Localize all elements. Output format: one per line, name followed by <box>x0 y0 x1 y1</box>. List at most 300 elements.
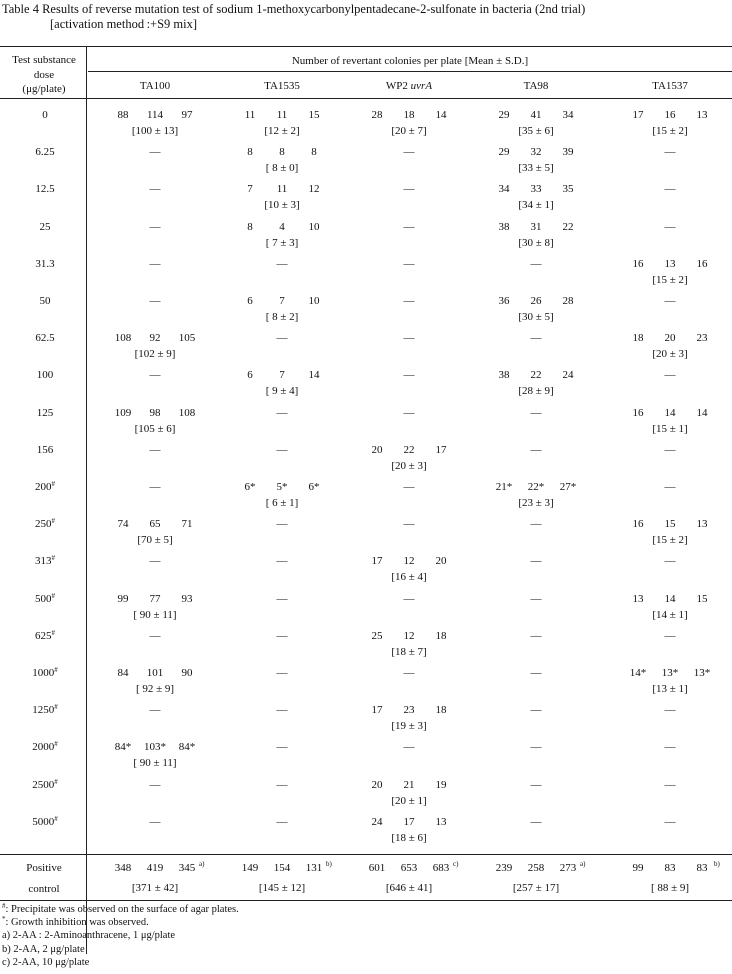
not-tested-dash: — <box>530 592 542 605</box>
mean-sd: [20 ± 3] <box>391 459 427 472</box>
mean-sd: [ 8 ± 2] <box>265 311 299 323</box>
dose-cell <box>0 815 90 829</box>
precipitate-mark: # <box>51 554 55 563</box>
not-tested-dash: — <box>149 295 161 307</box>
not-tested-dash: — <box>403 406 415 419</box>
colony-count: 22* <box>527 481 545 493</box>
not-tested-dash: — <box>403 369 415 382</box>
not-tested-dash: — <box>149 555 161 568</box>
colony-count: 11 <box>276 183 288 196</box>
not-tested-dash: — <box>403 592 415 605</box>
mean-sd: [35 ± 6] <box>518 125 554 137</box>
mean-sd: [13 ± 1] <box>652 683 688 695</box>
mean-sd: [ 8 ± 0] <box>265 162 299 175</box>
dose-value: 1000 <box>32 667 55 679</box>
footnote <box>2 957 89 969</box>
footnote <box>2 944 85 956</box>
colony-count: 18 <box>632 332 644 345</box>
not-tested-dash: — <box>149 183 161 196</box>
colony-count: 35 <box>562 183 574 196</box>
not-tested-dash: — <box>403 518 415 531</box>
footnote-text: b) 2-AA, 2 μg/plate <box>2 943 85 955</box>
colony-count: 109 <box>114 406 132 419</box>
colony-count: 16 <box>632 406 644 419</box>
dose-cell <box>0 443 90 457</box>
not-tested-dash: — <box>530 518 542 531</box>
not-tested-dash: — <box>530 741 542 754</box>
colony-count: 13* <box>693 667 711 679</box>
positive-count: 99 <box>632 862 644 874</box>
colony-count: 13 <box>435 815 447 828</box>
dose-value: 0 <box>42 109 48 121</box>
not-tested-dash: — <box>664 741 676 754</box>
dose-value: 125 <box>36 406 54 419</box>
footnote-text: a) 2-AA : 2-Aminoanthracene, 1 μg/plate <box>2 930 176 942</box>
not-tested-dash: — <box>403 295 415 307</box>
header-bottom-rule <box>0 98 732 99</box>
footnote <box>2 930 175 942</box>
dose-header-line-3: (μg/plate) <box>22 83 66 95</box>
colony-count: 97 <box>181 109 193 121</box>
colony-count: 16 <box>632 518 644 531</box>
positive-mean-sd: [145 ± 12] <box>258 882 306 894</box>
not-tested-dash: — <box>276 332 288 345</box>
footnote-symbol: # <box>2 902 6 910</box>
colony-count: 20 <box>664 332 676 345</box>
not-tested-dash: — <box>664 629 676 642</box>
dose-value: 2000 <box>32 741 55 754</box>
not-tested-dash: — <box>664 369 676 382</box>
precipitate-mark: # <box>51 591 55 600</box>
positive-count: 348 <box>114 862 132 874</box>
precipitate-mark: # <box>54 814 58 823</box>
colony-count: 10 <box>308 220 320 233</box>
colony-count: 15 <box>696 592 708 605</box>
colony-count: 29 <box>498 109 510 121</box>
colony-count: 5* <box>276 481 288 493</box>
not-tested-dash: — <box>403 146 415 159</box>
not-tested-dash: — <box>530 815 542 828</box>
colony-count: 15 <box>664 518 676 531</box>
colony-count: 13 <box>696 109 708 121</box>
not-tested-dash: — <box>276 592 288 605</box>
colony-count: 39 <box>562 146 574 159</box>
colony-count: 13 <box>632 592 644 605</box>
colony-count: 24 <box>371 815 383 828</box>
colony-count: 33 <box>530 183 542 196</box>
mean-sd: [ 92 ± 9] <box>135 683 175 695</box>
dose-cell <box>0 778 90 792</box>
not-tested-dash: — <box>664 778 676 791</box>
positive-count: 154 <box>273 862 291 874</box>
dose-value: 100 <box>36 369 54 382</box>
colony-count: 15 <box>308 109 320 121</box>
colony-count: 14 <box>435 109 447 121</box>
colony-count: 18 <box>403 109 415 121</box>
not-tested-dash: — <box>149 778 161 791</box>
colony-count: 13 <box>664 257 676 270</box>
dose-header-line-2: dose <box>33 69 55 81</box>
positive-label: control <box>28 883 60 895</box>
colony-count: 14* <box>629 667 647 679</box>
not-tested-dash: — <box>403 741 415 754</box>
footnote-text: c) 2-AA, 10 μg/plate <box>2 956 90 968</box>
colony-count: 21* <box>495 481 513 493</box>
colony-count: 22 <box>562 220 574 233</box>
not-tested-dash: — <box>403 667 415 679</box>
footnote <box>2 904 239 916</box>
colony-count: 8 <box>247 146 253 159</box>
positive-count: 273 <box>559 862 577 874</box>
dose-value: 50 <box>39 295 51 307</box>
colony-count: 26 <box>530 295 542 307</box>
colony-count: 17 <box>632 109 644 121</box>
not-tested-dash: — <box>664 146 676 159</box>
dose-cell <box>0 554 90 568</box>
mean-sd: [12 ± 2] <box>264 125 300 137</box>
mean-sd: [ 90 ± 11] <box>133 608 177 621</box>
dose-value: 200 <box>35 481 52 493</box>
positive-control-rule <box>0 854 732 855</box>
colony-count: 98 <box>149 406 161 419</box>
positive-count: 683 <box>432 862 450 874</box>
dose-value: 6.25 <box>35 146 55 159</box>
dose-value: 5000 <box>32 815 55 828</box>
colony-count: 6* <box>244 481 256 493</box>
not-tested-dash: — <box>149 369 161 382</box>
footnote <box>2 917 149 929</box>
dose-cell <box>0 220 90 234</box>
colony-count: 23 <box>403 704 415 717</box>
colony-count: 92 <box>149 332 161 345</box>
colony-count: 11 <box>276 109 288 121</box>
positive-count: 83 <box>664 862 676 874</box>
not-tested-dash: — <box>664 555 676 568</box>
not-tested-dash: — <box>403 332 415 345</box>
caption-line-2: [activation method :+S9 mix] <box>50 17 198 31</box>
colony-count: 84 <box>117 667 129 679</box>
colony-count: 77 <box>149 592 161 605</box>
colony-count: 29 <box>498 146 510 159</box>
not-tested-dash: — <box>664 704 676 717</box>
caption-line-1: Table 4 Results of reverse mutation test of sodium 1-methoxycarbonylpentadecane-2-sulfonate in bacteria (2nd trial) <box>2 2 586 16</box>
not-tested-dash: — <box>530 629 542 642</box>
colony-count: 38 <box>498 369 510 382</box>
colony-count: 12 <box>403 629 415 642</box>
colony-count: 103* <box>144 741 166 754</box>
mean-sd: [105 ± 6] <box>134 422 176 435</box>
colony-count: 12 <box>308 183 320 196</box>
mean-sd: [ 6 ± 1] <box>265 497 299 509</box>
not-tested-dash: — <box>276 406 288 419</box>
not-tested-dash: — <box>530 704 542 717</box>
colony-count: 27* <box>559 481 577 493</box>
colony-count: 8 <box>311 146 317 159</box>
footnote-text: : Precipitate was observed on the surface of agar plates. <box>5 904 239 915</box>
not-tested-dash: — <box>276 815 288 828</box>
colony-count: 18 <box>435 629 447 642</box>
mean-sd: [28 ± 9] <box>518 385 554 398</box>
not-tested-dash: — <box>403 183 415 196</box>
not-tested-dash: — <box>149 146 161 159</box>
mean-sd: [34 ± 1] <box>518 199 554 212</box>
positive-count: 239 <box>495 862 513 874</box>
group-header: Number of revertant colonies per plate [Mean ± S.D.] <box>291 55 529 67</box>
precipitate-mark: # <box>51 480 55 488</box>
colony-count: 32 <box>530 146 542 159</box>
colony-count: 28 <box>562 295 574 307</box>
colony-count: 34 <box>498 183 510 196</box>
not-tested-dash: — <box>530 332 542 345</box>
dose-cell <box>0 145 90 159</box>
dose-value: 62.5 <box>35 332 55 345</box>
dose-value: 313 <box>35 555 52 568</box>
dose-cell <box>0 406 90 420</box>
dose-cell <box>0 592 90 606</box>
not-tested-dash: — <box>530 667 542 679</box>
colony-count: 24 <box>562 369 574 382</box>
mean-sd: [15 ± 2] <box>652 273 688 286</box>
colony-count: 13* <box>661 667 679 679</box>
mean-sd: [ 7 ± 3] <box>265 236 299 249</box>
mean-sd: [16 ± 4] <box>391 571 427 584</box>
colony-count: 13 <box>696 518 708 531</box>
colony-count: 90 <box>181 667 193 679</box>
dose-cell <box>0 294 90 308</box>
footnote-symbol: * <box>2 915 6 924</box>
positive-count: 149 <box>241 862 259 874</box>
positive-count: 83 <box>696 862 708 874</box>
positive-footnote-ref: b) <box>714 860 720 868</box>
colony-count: 20 <box>371 778 383 791</box>
footnote-text: : Growth inhibition was observed. <box>5 917 149 929</box>
positive-mean-sd: [257 ± 17] <box>512 882 560 894</box>
not-tested-dash: — <box>530 257 542 270</box>
colony-count: 17 <box>371 555 383 568</box>
colony-count: 20 <box>435 555 447 568</box>
positive-count: 258 <box>527 862 545 874</box>
not-tested-dash: — <box>276 518 288 531</box>
mean-sd: [ 90 ± 11] <box>133 757 177 770</box>
colony-count: 7 <box>279 295 285 307</box>
colony-count: 23 <box>696 332 708 345</box>
colony-count: 6 <box>247 369 253 382</box>
dose-cell <box>0 108 90 122</box>
mean-sd: [15 ± 2] <box>652 125 688 137</box>
not-tested-dash: — <box>149 481 161 493</box>
colony-count: 105 <box>178 332 196 345</box>
positive-footnote-ref: a) <box>199 860 205 868</box>
dose-cell <box>0 703 90 717</box>
not-tested-dash: — <box>403 257 415 270</box>
colony-count: 14 <box>696 406 708 419</box>
colony-count: 16 <box>696 257 708 270</box>
dose-value: 12.5 <box>35 183 55 196</box>
positive-count: 601 <box>368 862 386 874</box>
colony-count: 88 <box>117 109 129 121</box>
colony-count: 20 <box>371 443 383 456</box>
dose-value: 31.3 <box>35 257 55 270</box>
colony-count: 17 <box>403 815 415 828</box>
precipitate-mark: # <box>54 740 58 749</box>
mean-sd: [19 ± 3] <box>391 720 427 733</box>
not-tested-dash: — <box>403 481 415 493</box>
positive-count: 419 <box>146 862 164 874</box>
colony-count: 7 <box>279 369 285 382</box>
precipitate-mark: # <box>54 777 58 786</box>
colony-count: 108 <box>178 406 196 419</box>
colony-count: 38 <box>498 220 510 233</box>
dose-cell <box>0 666 90 680</box>
positive-count: 345 <box>178 862 196 874</box>
not-tested-dash: — <box>149 443 161 456</box>
mean-sd: [18 ± 7] <box>391 645 427 658</box>
dose-value: 156 <box>36 443 54 456</box>
colony-count: 84* <box>178 741 196 754</box>
mean-sd: [18 ± 6] <box>391 831 427 844</box>
colony-count: 34 <box>562 109 574 121</box>
precipitate-mark: # <box>51 517 55 526</box>
not-tested-dash: — <box>664 220 676 233</box>
positive-mean-sd: [371 ± 42] <box>131 882 179 894</box>
colony-count: 31 <box>530 220 542 233</box>
not-tested-dash: — <box>276 704 288 717</box>
strain-header: WP2 uvrA <box>385 80 433 92</box>
dose-cell <box>0 182 90 196</box>
not-tested-dash: — <box>276 257 288 270</box>
mean-sd: [15 ± 1] <box>652 422 688 435</box>
colony-count: 22 <box>403 443 415 456</box>
mean-sd: [20 ± 3] <box>652 348 688 361</box>
mean-sd: [102 ± 9] <box>134 348 176 361</box>
not-tested-dash: — <box>664 183 676 196</box>
dose-cell <box>0 331 90 345</box>
colony-count: 25 <box>371 629 383 642</box>
not-tested-dash: — <box>149 704 161 717</box>
mean-sd: [14 ± 1] <box>652 608 688 621</box>
not-tested-dash: — <box>664 443 676 456</box>
dose-value: 25 <box>39 220 51 233</box>
mean-sd: [70 ± 5] <box>137 534 173 547</box>
colony-count: 6* <box>308 481 320 493</box>
precipitate-mark: # <box>54 703 58 712</box>
colony-count: 17 <box>371 704 383 717</box>
colony-count: 28 <box>371 109 383 121</box>
colony-count: 12 <box>403 555 415 568</box>
mean-sd: [10 ± 3] <box>264 199 300 212</box>
not-tested-dash: — <box>664 481 676 493</box>
dose-cell <box>0 480 90 494</box>
mean-sd: [23 ± 3] <box>518 497 554 509</box>
mean-sd: [20 ± 1] <box>391 794 427 807</box>
not-tested-dash: — <box>276 667 288 679</box>
colony-count: 7 <box>247 183 253 196</box>
not-tested-dash: — <box>276 555 288 568</box>
mean-sd: [15 ± 2] <box>652 534 688 547</box>
dose-cell <box>0 257 90 271</box>
not-tested-dash: — <box>403 220 415 233</box>
not-tested-dash: — <box>276 443 288 456</box>
colony-count: 71 <box>181 518 193 531</box>
mean-sd: [33 ± 5] <box>518 162 554 175</box>
colony-count: 10 <box>308 295 320 307</box>
strain-header: TA1535 <box>264 80 300 92</box>
not-tested-dash: — <box>530 778 542 791</box>
not-tested-dash: — <box>149 629 161 642</box>
colony-count: 74 <box>117 518 129 531</box>
mean-sd: [30 ± 5] <box>518 311 554 323</box>
colony-count: 14 <box>664 406 676 419</box>
precipitate-mark: # <box>54 666 58 674</box>
dose-value: 500 <box>35 592 52 605</box>
colony-count: 36 <box>498 295 510 307</box>
strain-header: TA100 <box>139 80 171 92</box>
not-tested-dash: — <box>276 778 288 791</box>
not-tested-dash: — <box>149 815 161 828</box>
not-tested-dash: — <box>276 629 288 642</box>
dose-cell <box>0 740 90 754</box>
not-tested-dash: — <box>664 815 676 828</box>
colony-count: 16 <box>664 109 676 121</box>
dose-cell <box>0 629 90 643</box>
positive-label: Positive <box>26 862 62 874</box>
colony-count: 11 <box>244 109 256 121</box>
dose-value: 250 <box>35 518 52 531</box>
colony-count: 41 <box>530 109 542 121</box>
mean-sd: [30 ± 8] <box>518 236 554 249</box>
not-tested-dash: — <box>530 443 542 456</box>
not-tested-dash: — <box>664 295 676 307</box>
colony-count: 8 <box>279 146 285 159</box>
dose-value: 1250 <box>32 704 55 717</box>
positive-footnote-ref: c) <box>453 860 459 868</box>
mean-sd: [ 9 ± 4] <box>265 385 299 398</box>
top-rule <box>0 46 732 47</box>
colony-count: 101 <box>146 667 164 679</box>
positive-mean-sd: [646 ± 41] <box>385 882 433 894</box>
dose-value: 625 <box>35 629 52 642</box>
dose-cell <box>0 368 90 382</box>
table-caption <box>2 2 730 32</box>
colony-count: 14 <box>308 369 320 382</box>
colony-count: 108 <box>114 332 132 345</box>
not-tested-dash: — <box>276 741 288 754</box>
dose-header-line-1: Test substance <box>12 54 76 66</box>
strain-header: TA1537 <box>652 80 688 92</box>
positive-count: 131 <box>305 862 323 874</box>
colony-count: 21 <box>403 778 415 791</box>
colony-count: 18 <box>435 704 447 717</box>
positive-footnote-ref: b) <box>326 860 332 868</box>
positive-footnote-ref: a) <box>580 860 586 868</box>
dose-cell <box>0 517 90 531</box>
colony-count: 14 <box>664 592 676 605</box>
mean-sd: [20 ± 7] <box>391 125 427 137</box>
colony-count: 22 <box>530 369 542 382</box>
colony-count: 4 <box>279 220 285 233</box>
not-tested-dash: — <box>149 257 161 270</box>
colony-count: 6 <box>247 295 253 307</box>
bottom-rule <box>0 900 732 901</box>
not-tested-dash: — <box>149 220 161 233</box>
precipitate-mark: # <box>51 628 55 637</box>
colony-count: 93 <box>181 592 193 605</box>
colony-count: 114 <box>146 109 164 121</box>
positive-mean-sd: [ 88 ± 9] <box>650 882 690 894</box>
positive-count: 653 <box>400 862 418 874</box>
not-tested-dash: — <box>530 406 542 419</box>
colony-count: 8 <box>247 220 253 233</box>
